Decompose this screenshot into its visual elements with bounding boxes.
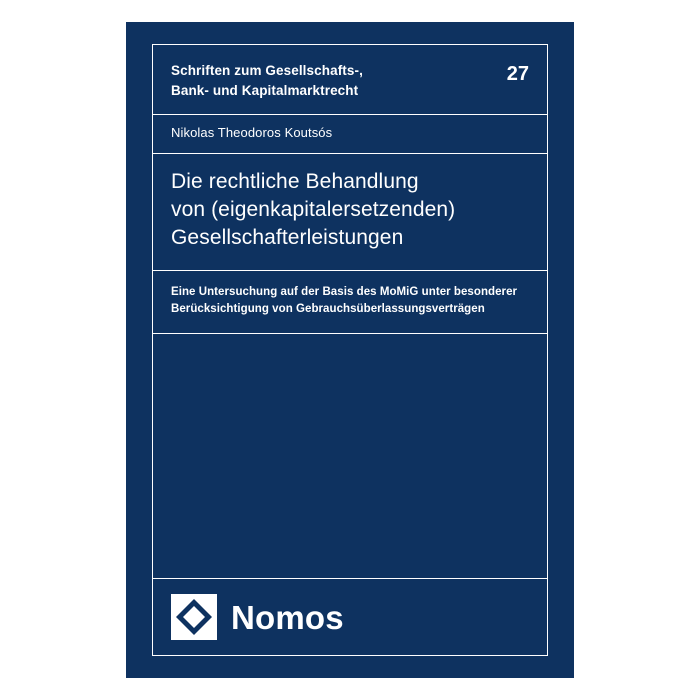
book-subtitle-line-1: Eine Untersuchung auf der Basis des MoMiG unter besonderer	[171, 285, 518, 298]
publisher-name: Nomos	[231, 598, 344, 636]
series-volume-number: 27	[506, 63, 529, 85]
series-title-line-1: Schriften zum Gesellschafts-,	[171, 63, 363, 78]
author-band	[153, 115, 547, 154]
book-cover	[126, 22, 574, 678]
book-subtitle-line-2: Berücksichtigung von Gebrauchsüberlassungsverträgen	[171, 303, 485, 316]
author-name: Nikolas Theodoros Koutsós	[171, 125, 333, 141]
series-title-line-2: Bank- und Kapitalmarktrecht	[171, 82, 359, 98]
cover-inner-frame	[152, 44, 548, 656]
nomos-diamond-logo-icon	[171, 594, 217, 640]
book-subtitle	[171, 284, 529, 319]
cover-blank-area	[153, 334, 547, 579]
book-title-line-1: Die rechtliche Behandlung	[171, 170, 419, 194]
title-band	[153, 154, 547, 271]
series-title	[171, 61, 495, 100]
publisher-band	[153, 579, 547, 655]
series-band	[153, 45, 547, 115]
book-title	[171, 168, 529, 252]
subtitle-band	[153, 271, 547, 335]
book-title-line-3: Gesellschafterleistungen	[171, 225, 404, 249]
book-title-line-2: von (eigenkapitalersetzenden)	[171, 197, 456, 221]
